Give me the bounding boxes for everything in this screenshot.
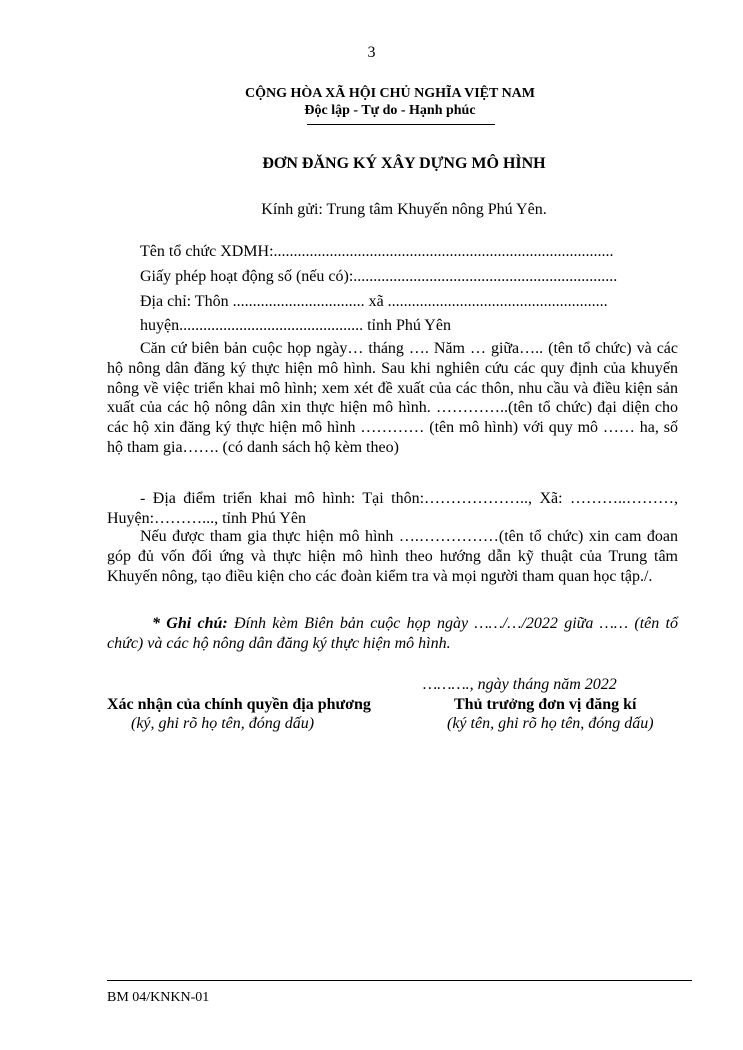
location-paragraph: - Địa điểm triển khai mô hình: Tại thôn:……………….., Xã: ………..………, Huyện:………..., tỉnh Phú Yên bbox=[107, 490, 678, 527]
note-label: * Ghi chú: bbox=[152, 615, 228, 632]
motto: Độc lập - Tự do - Hạnh phúc bbox=[304, 103, 476, 118]
document-title: ĐƠN ĐĂNG KÝ XÂY DỰNG MÔ HÌNH bbox=[262, 155, 546, 172]
footer-rule bbox=[107, 980, 692, 981]
license-field: Giấy phép hoạt động số (nếu có):.................................................................. bbox=[140, 268, 618, 285]
unit-head-title: Thủ trưởng đơn vị đăng kí bbox=[454, 696, 637, 713]
district-field: huyện.............................................. tỉnh Phú Yên bbox=[140, 317, 451, 334]
local-authority-title: Xác nhận của chính quyền địa phương bbox=[107, 696, 371, 713]
org-name-field: Tên tổ chức XDMH:..................................................................................... bbox=[140, 243, 614, 260]
note-text: Đính kèm Biên bản cuộc họp ngày ……/…/2022 giữa …… (tên tổ chức) và các hộ nông dân đăng ký thực hiện mô hình. bbox=[107, 615, 679, 652]
unit-head-instruction: (ký tên, ghi rõ họ tên, đóng dấu) bbox=[447, 715, 654, 732]
basis-paragraph: Căn cứ biên bản cuộc họp ngày… tháng …. Năm … giữa….. (tên tổ chức) và các hộ nông dân đăng ký thực hiện mô hình. Sau khi nghiên cứu các quy định của khuyến nông về việc triển khai mô hình; xem xét đề xuất của các thôn, nhu cầu và điều kiện sản xuất của các hộ nông dân xin thực hiện mô hình. …………..(tên tổ chức) đại diện cho các hộ xin đăng ký thực hiện mô hình ………… (tên mô hình) với quy mô …… ha, số hộ tham gia……. (có danh sách hộ kèm theo) bbox=[107, 340, 678, 456]
page-number: 3 bbox=[367, 44, 376, 61]
note-paragraph bbox=[107, 614, 678, 654]
greeting: Kính gửi: Trung tâm Khuyến nông Phú Yên. bbox=[261, 201, 547, 218]
local-authority-instruction: (ký, ghi rõ họ tên, đóng dấu) bbox=[131, 715, 315, 732]
address-field: Địa chỉ: Thôn ................................. xã ....................................................... bbox=[140, 293, 608, 310]
commitment-paragraph: Nếu được tham gia thực hiện mô hình ….……………(tên tổ chức) xin cam đoan góp đủ vốn đối ứng và thực hiện mô hình theo hướng dẫn kỹ thuật của Trung tâm Khuyến nông, tạo điều kiện cho các đoàn kiểm tra và mọi người tham quan học tập./. bbox=[107, 528, 678, 585]
national-header: CỘNG HÒA XÃ HỘI CHỦ NGHĨA VIỆT NAM bbox=[244, 86, 535, 101]
form-code: BM 04/KNKN-01 bbox=[107, 990, 210, 1005]
date-line: ………., ngày tháng năm 2022 bbox=[423, 676, 617, 693]
motto-underline bbox=[307, 124, 495, 125]
